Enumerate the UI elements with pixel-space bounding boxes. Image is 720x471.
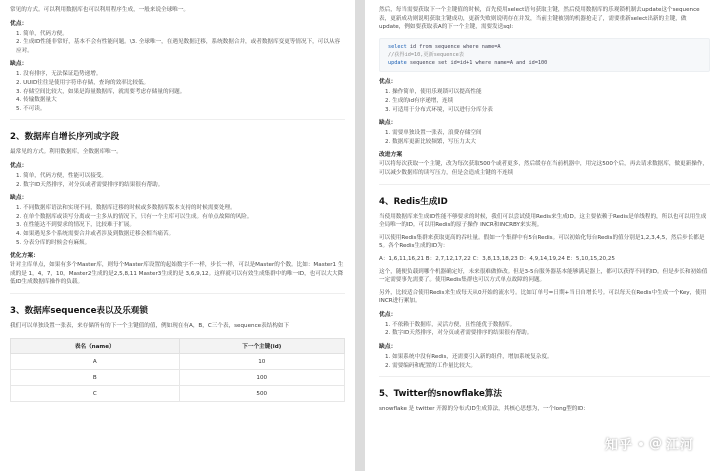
zhihu-watermark xyxy=(605,434,694,453)
cons-list xyxy=(379,353,710,370)
watermark-author: 江河 xyxy=(665,438,694,453)
code-text: id from sequence where name=A xyxy=(406,43,501,50)
pros-label: 优点： xyxy=(10,162,28,169)
list-item: 2. 数字ID天然排序，对分页或者需要排序的结果很有帮助。 xyxy=(16,181,164,188)
list-item: 2. 在单个数据库或读写分离或一主多从的情况下，只有一个主库可以生成。有单点故障的风险。 xyxy=(16,213,253,220)
cons-label: 缺点： xyxy=(10,195,28,202)
table-cell: 10 xyxy=(179,354,344,370)
code-line xyxy=(388,43,701,51)
list-item: 1. 操作简单，使用乐观锁可以提高性能 xyxy=(385,89,482,96)
table-row xyxy=(11,386,345,402)
improvement-text: 可以将每次获取一个主键，改为每次获取500个或者更多，然后缓存在当前机器中，用完这500个后，再去请求数据库，做更新操作，可以减少数据库的读写压力，但是会造成主键的不连续 xyxy=(379,161,709,176)
section-heading: 3、数据库sequence表以及乐观锁 xyxy=(10,305,148,316)
paragraph: 另外，比较适合使用Redis来生成每天从0开始的流水号。比如订单号=日期+当日自增长号。可以每天在Redis中生成一个Key，使用INCR进行累加。 xyxy=(379,289,707,305)
list-item: 2. 生成的id有序递增，连续 xyxy=(385,97,454,104)
paragraph: 当使用数据库来生成ID性能不够要求的时候，我们可以尝试使用Redis来生成ID。这主要依赖于Redis是单线程的，所以也可以用生成全局唯一的ID。可以用Redis的原子操作 INCR和INCRBY来实现。 xyxy=(379,213,707,229)
paragraph: 这个，随便负载到哪个机器确定好，未来很难做修改。但是3-5台服务器基本能够满足器上，都可以获得不同的ID。但是步长和初始值一定需要事先需要了。使用Redis集群也可以方式单点故障的问题。 xyxy=(379,268,708,284)
code-comment: //获得id=10,更新sequence表 xyxy=(388,51,464,58)
code-block xyxy=(379,38,710,73)
table-row xyxy=(11,354,345,370)
table-header-row xyxy=(11,339,345,354)
list-item: 2. 需要编码和配置的工作量比较大。 xyxy=(385,362,477,369)
table-cell: 100 xyxy=(179,370,344,386)
pros-list xyxy=(10,172,345,189)
intro-text: 然后，每当需要获取下一个主键值的时候，首先使用select语句获取主键，然后使用数据库的乐观锁机制去update这个sequence表，更新成功则说明获取主键成功，更新失败则说明存在并发，当前主键被别的机器抢走了，需要重新select出新的主键，做update，例如要获取表A的下一个主键，需要发送sql: xyxy=(379,7,700,31)
section-desc: 我们可以单独设置一张表，来存储所有的下一个主键值的值，例如现在有A，B，C三个表，sequence表结构如下 xyxy=(10,322,290,329)
section-heading: 2、数据库自增长序列或字段 xyxy=(10,132,120,143)
code-line xyxy=(388,51,701,59)
cons-label: 缺点： xyxy=(10,61,28,68)
section-heading: 4、Redis生成ID xyxy=(379,196,448,207)
code-line xyxy=(388,59,701,67)
list-item: 2. 生成ID性能非常好，基本不会有性能问题。\3. 全球唯一，在遇见数据迁移，系统数据合并，或者数据库变更等情况下，可以从容应对。 xyxy=(16,39,341,54)
section-desc: snowflake 是 twitter 开源的分布式ID生成算法，其核心思想为，一个long型的ID： xyxy=(379,406,589,413)
cons-list xyxy=(10,204,345,247)
left-page xyxy=(0,0,355,471)
list-item: 3. 在性能达不到要求的情况下，比较难于扩展。 xyxy=(16,222,135,229)
list-item: 5. 不可读。 xyxy=(16,105,46,112)
cons-label: 缺点： xyxy=(379,344,397,351)
watermark-site: 知乎 xyxy=(604,438,633,453)
table-cell: 500 xyxy=(179,386,344,402)
list-item: 2. UUID往往是使用字符串存储，查询的效率比较低。 xyxy=(16,79,150,86)
section-heading: 5、Twitter的snowflake算法 xyxy=(379,389,502,400)
divider xyxy=(379,184,710,185)
table-cell: B xyxy=(11,370,180,386)
code-text: sequence set id=id+1 where name=A and id=100 xyxy=(406,60,548,67)
pros-list xyxy=(379,321,710,338)
right-page xyxy=(365,0,720,471)
table-cell: C xyxy=(11,386,180,402)
cons-label: 缺点： xyxy=(379,120,397,127)
table-header: 表名（name） xyxy=(11,339,180,354)
list-item: 1. 如果系统中没有Redis，还需要引入新的组件，增加系统复杂度。 xyxy=(385,354,553,361)
pros-list xyxy=(10,30,345,56)
watermark-dot xyxy=(639,442,643,446)
list-item: 4. 如果遇见多个系统需要合并或者涉及到数据迁移会相当痛苦。 xyxy=(16,230,175,237)
pros-label: 优点： xyxy=(379,79,397,86)
list-item: 1. 没有排序，无法保证趋势递增。 xyxy=(16,71,102,78)
watermark-at: @ xyxy=(648,436,663,451)
paragraph: A：1,6,11,16,21 B：2,7,12,17,22 C：3,8,13,18,23 D：4,9,14,19,24 E：5,10,15,20,25 xyxy=(379,255,615,262)
pros-list xyxy=(379,88,710,114)
optimization-text: 针对主库单点，如果有多个Master库，则每个Master库设置的起始数字不一样，步长一样，可以是Master的个数。比如：Master1 生成的是 1，4，7，10，Master2生成的是2,5,8,11 Master3生成的是 3,6,9,12。这样就可以有效生成集群中的唯一ID，也可以大大降低ID生成数据库操作的负载。 xyxy=(10,262,344,286)
table-header: 下一个主键(id) xyxy=(179,339,344,354)
list-item: 1. 不同数据库语法和实现不同，数据库迁移的时候或多数据库版本支持的时候需要处理。 xyxy=(16,205,236,212)
divider xyxy=(10,293,345,294)
intro-text: 常见的方式。可以利用数据库也可以利用程序生成，一般来说全球唯一。 xyxy=(10,7,190,13)
pros-label: 优点： xyxy=(10,20,28,27)
page-gutter xyxy=(355,0,365,471)
table-cell: A xyxy=(11,354,180,370)
optimization-label: 优化方案： xyxy=(10,253,39,260)
list-item: 1. 简单，代码方便，性能可以接受。 xyxy=(16,172,108,179)
list-item: 3. 存储空间比较大，如果是海量数据库，就需要考虑存储量的问题。 xyxy=(16,88,186,95)
divider xyxy=(10,119,345,120)
list-item: 1. 需要单独设置一张表，浪费存储空间 xyxy=(385,130,482,137)
list-item: 2. 数据库更新比较频繁，写压力太大 xyxy=(385,138,477,145)
pros-label: 优点： xyxy=(379,311,397,318)
list-item: 1. 简单，代码方便。 xyxy=(16,30,68,37)
cons-list xyxy=(10,70,345,113)
list-item: 4. 传输数据量大 xyxy=(16,97,57,104)
section-desc: 最常见的方式。利用数据库，全数据库唯一。 xyxy=(10,149,122,156)
paragraph: 可以使用Redis集群来获取更高的吞吐量。假如一个集群中有5台Redis。可以初始化每台Redis的值分别是1,2,3,4,5，然后步长都是5。各个Redis生成的ID为： xyxy=(379,234,705,250)
list-item: 2. 数字ID天然排序，对分页或者需要排序的结果很有帮助。 xyxy=(385,330,533,337)
list-item: 5. 分表分库的时候会有麻烦。 xyxy=(16,239,91,246)
table-row xyxy=(11,370,345,386)
divider xyxy=(379,376,710,377)
list-item: 3. 可适用于分布式环境，可以进行分库分表 xyxy=(385,106,493,113)
code-keyword: update xyxy=(388,60,407,67)
code-keyword: select xyxy=(388,43,407,50)
sequence-table xyxy=(10,338,345,402)
improvement-label: 改进方案 xyxy=(379,152,403,159)
list-item: 1. 不依赖于数据库，灵活方便，且性能优于数据库。 xyxy=(385,321,516,328)
cons-list xyxy=(379,129,710,146)
